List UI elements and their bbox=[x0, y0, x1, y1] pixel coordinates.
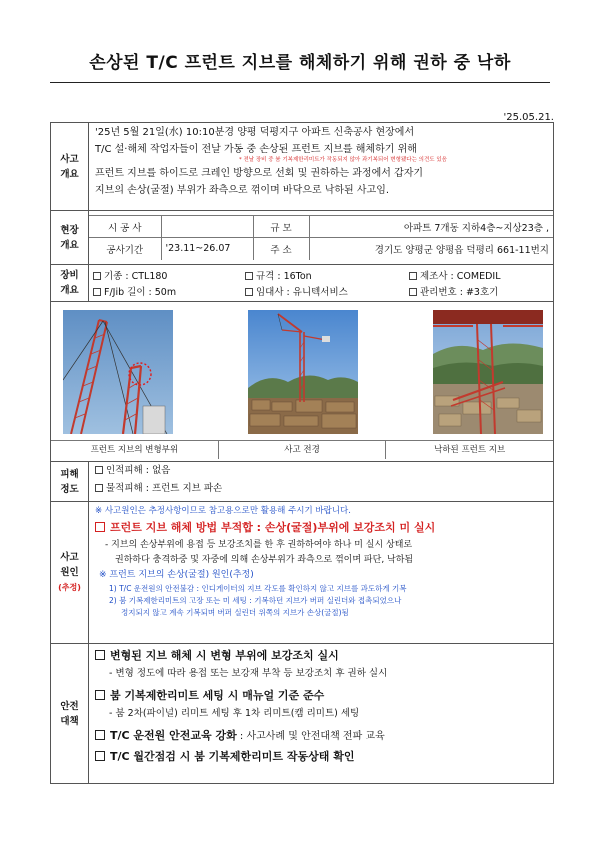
cause-label-sub: (추정) bbox=[58, 583, 81, 592]
photo-fallen-jib bbox=[433, 310, 543, 434]
damage-content bbox=[89, 462, 554, 502]
safety-row bbox=[51, 644, 554, 784]
site-overview-image bbox=[248, 310, 358, 434]
cause-row bbox=[51, 502, 554, 644]
overview-note: * 전날 장비 중 붐 기복제한리미트가 작동되지 않아 과기복되어 변형됐다는 의견도 있음 bbox=[239, 157, 447, 163]
address-key: 주 소 bbox=[253, 238, 309, 260]
cause-note: ※ 사고원인은 추정사항이므로 참고용으로만 활용해 주시기 바랍니다. bbox=[95, 506, 351, 516]
cause-item-2b: 정지되지 않고 계속 기복되며 버퍼 실린더 위쪽의 지브가 손상(굴절)됨 bbox=[121, 608, 349, 617]
equip-spec: 규격 : 16Ton bbox=[256, 271, 312, 282]
overview-line-4: 지브의 손상(굴절) 부위가 좌측으로 꺾이며 바닥으로 낙하된 사고임. bbox=[95, 185, 390, 196]
report-date: '25.05.21. bbox=[503, 112, 554, 123]
cause-content bbox=[89, 502, 554, 644]
cause-label: 사고 원인 (추정) bbox=[51, 502, 89, 644]
equip-jib: F/Jib 길이 : 50m bbox=[104, 287, 177, 298]
crane-jib-image bbox=[63, 310, 173, 434]
photo-jib-deformation bbox=[63, 310, 173, 434]
safety-heading-4: T/C 월간점검 시 붐 기복제한리미트 작동상태 확인 bbox=[95, 747, 547, 767]
checkbox-icon bbox=[95, 650, 105, 660]
checkbox-icon bbox=[95, 730, 105, 740]
safety-content bbox=[89, 644, 554, 784]
report-table bbox=[50, 122, 554, 784]
checkbox-icon bbox=[245, 272, 253, 280]
checkbox-icon bbox=[409, 272, 417, 280]
photo-captions bbox=[51, 440, 553, 459]
caption-jib-deformation: 프런트 지브의 변형부위 bbox=[51, 441, 219, 459]
equip-lessor: 임대사 : 유니텍서비스 bbox=[256, 287, 348, 298]
equipment-row bbox=[51, 265, 554, 302]
title-underline bbox=[50, 82, 550, 83]
photo-site-overview bbox=[248, 310, 358, 434]
site-label: 현장 개요 bbox=[51, 211, 89, 265]
title-block bbox=[50, 48, 550, 73]
overview-content bbox=[89, 123, 554, 211]
safety-text-2: - 붐 2차(파이널) 리미트 세팅 후 1차 리미트(캠 리미트) 세팅 bbox=[109, 708, 360, 719]
overview-label: 사고 개요 bbox=[51, 123, 89, 211]
period-value: '23.11~26.07 bbox=[161, 238, 253, 260]
overview-line-1: '25년 5월 21일(水) 10:10분경 양평 덕평지구 아파트 신축공사 현장에서 bbox=[95, 127, 415, 138]
safety-text-1: - 변형 정도에 따라 용접 또는 보강재 부착 등 보강조치 후 권하 실시 bbox=[109, 668, 388, 679]
cause-desc-1: - 지브의 손상부위에 용접 등 보강조치를 한 후 권하하여야 하나 미 실시 상태로 bbox=[105, 540, 413, 550]
site-row bbox=[51, 211, 554, 265]
damage-human: 인적피해 : 없음 bbox=[106, 465, 171, 476]
photo-row bbox=[51, 302, 554, 462]
safety-heading-2: 붐 기복제한리미트 세팅 시 매뉴얼 기준 준수 bbox=[95, 686, 547, 706]
caption-site-overview: 사고 전경 bbox=[219, 441, 387, 459]
safety-heading-3: T/C 운전원 안전교육 강화 : 사고사례 및 안전대책 전파 교육 bbox=[95, 726, 547, 747]
contractor-key: 시 공 사 bbox=[89, 216, 161, 238]
checkbox-icon bbox=[95, 690, 105, 700]
period-key: 공사기간 bbox=[89, 238, 161, 260]
cause-heading: 프런트 지브 해체 방법 부적합 : 손상(굴절)부위에 보강조치 미 실시 bbox=[95, 518, 547, 538]
damage-label: 피해 정도 bbox=[51, 462, 89, 502]
damage-row bbox=[51, 462, 554, 502]
equip-model: 기종 : CTL180 bbox=[104, 271, 168, 282]
checkbox-icon bbox=[95, 466, 103, 474]
checkbox-icon bbox=[93, 272, 101, 280]
safety-label: 안전 대책 bbox=[51, 644, 89, 784]
address-value: 경기도 양평군 양평읍 덕평리 661-11번지 bbox=[309, 238, 553, 260]
checkbox-icon bbox=[409, 288, 417, 296]
cause-sub-heading: ※ 프런트 지브의 손상(굴절) 원인(추정) bbox=[99, 570, 254, 580]
fallen-jib-image bbox=[433, 310, 543, 434]
overview-line-2: T/C 설·해체 작업자들이 전날 가동 중 손상된 프런트 지브를 해체하기 위해 bbox=[95, 144, 417, 155]
checkbox-icon bbox=[245, 288, 253, 296]
checkbox-icon bbox=[95, 522, 105, 532]
scale-value: 아파트 7개동 지하4층~지상23층 , bbox=[309, 216, 553, 238]
damage-property: 물적피해 : 프런트 지브 파손 bbox=[106, 483, 223, 494]
cause-item-1: 1) T/C 운전원의 안전불감 : 인디게이터의 지브 각도를 확인하지 않고 지브를 과도하게 기복 bbox=[109, 584, 407, 593]
checkbox-icon bbox=[95, 751, 105, 761]
scale-key: 규 모 bbox=[253, 216, 309, 238]
site-content bbox=[89, 211, 554, 265]
equipment-label: 장비 개요 bbox=[51, 265, 89, 302]
equipment-content bbox=[89, 265, 554, 302]
page-title: 손상된 T/C 프런트 지브를 해체하기 위해 권하 중 낙하 bbox=[89, 53, 511, 73]
cause-item-2a: 2) 붐 기복제한리미트의 고장 또는 미 세팅 : 기복하던 지브가 버퍼 실린더와 접촉되었으나 bbox=[109, 596, 402, 605]
cause-desc-2: 권하하다 충격하중 및 자중에 의해 손상부위가 좌측으로 꺾이며 파단, 낙하됨 bbox=[115, 555, 414, 565]
caption-fallen-jib: 낙하된 프런트 지브 bbox=[434, 445, 506, 455]
overview-line-3: 프런트 지브를 하이드로 크레인 방향으로 선회 및 권하하는 과정에서 갑자기 bbox=[95, 168, 424, 179]
safety-heading-1: 변형된 지브 해체 시 변형 부위에 보강조치 실시 bbox=[95, 646, 547, 666]
checkbox-icon bbox=[93, 288, 101, 296]
site-table bbox=[89, 215, 553, 260]
contractor-value bbox=[161, 216, 253, 238]
equip-mgmt-no: 관리번호 : #3호기 bbox=[420, 287, 499, 298]
overview-row bbox=[51, 123, 554, 211]
photo-cell bbox=[51, 302, 554, 462]
checkbox-icon bbox=[95, 484, 103, 492]
equip-maker: 제조사 : COMEDIL bbox=[420, 271, 501, 282]
